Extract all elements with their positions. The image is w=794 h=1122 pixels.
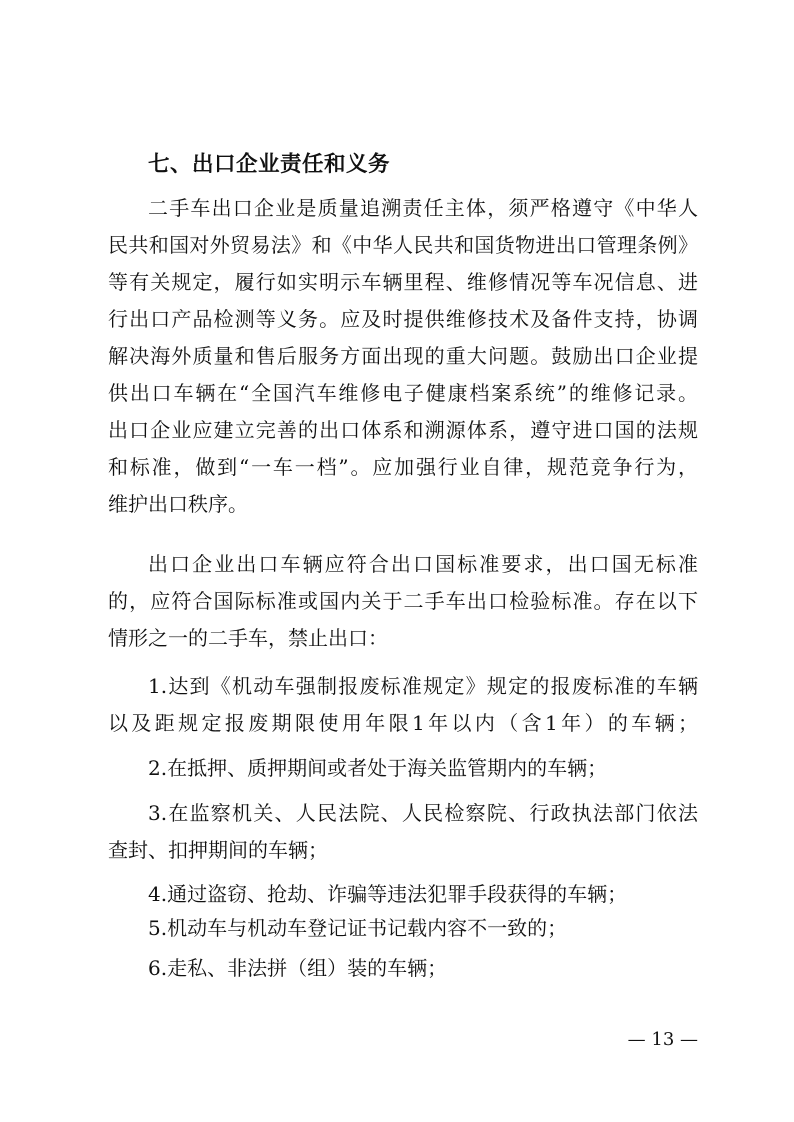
paragraph-line: 二手车出口企业是质量追溯责任主体，须严格遵守《中华人 xyxy=(148,196,698,220)
paragraph-line: 供出口车辆在“全国汽车维修电子健康档案系统”的维修记录。 xyxy=(108,381,698,405)
list-item-line: 4.通过盗窃、抢劫、诈骗等违法犯罪手段获得的车辆； xyxy=(148,882,628,906)
page-number: — 13 — xyxy=(627,1029,698,1050)
paragraph-line: 解决海外质量和售后服务方面出现的重大问题。鼓励出口企业提 xyxy=(108,344,698,368)
paragraph-line: 维护出口秩序。 xyxy=(108,492,248,516)
list-item-line: 5.机动车与机动车登记证书记载内容不一致的； xyxy=(148,916,568,940)
list-item-line: 3.在监察机关、人民法院、人民检察院、行政执法部门依法 xyxy=(148,801,698,825)
list-item-line: 查封、扣押期间的车辆； xyxy=(108,838,328,862)
paragraph-line: 民共和国对外贸易法》和《中华人民共和国货物进出口管理条例》 xyxy=(108,233,698,257)
list-item-line: 1.达到《机动车强制报废标准规定》规定的报废标准的车辆 xyxy=(148,674,698,698)
section-heading: 七、出口企业责任和义务 xyxy=(148,152,391,177)
list-item-line: 以及距规定报废期限使用年限1年以内（含1年）的车辆； xyxy=(108,711,698,735)
paragraph-line: 出口企业应建立完善的出口体系和溯源体系，遵守进口国的法规 xyxy=(108,418,698,442)
list-item-line: 6.走私、非法拼（组）装的车辆； xyxy=(148,956,448,980)
paragraph-line: 行出口产品检测等义务。应及时提供维修技术及备件支持，协调 xyxy=(108,307,698,331)
paragraph-line: 等有关规定，履行如实明示车辆里程、维修情况等车况信息、进 xyxy=(108,270,698,294)
paragraph-line: 出口企业出口车辆应符合出口国标准要求，出口国无标准 xyxy=(148,552,698,576)
paragraph-line: 的，应符合国际标准或国内关于二手车出口检验标准。存在以下 xyxy=(108,589,698,613)
paragraph-line: 情形之一的二手车，禁止出口： xyxy=(108,626,388,650)
list-item-line: 2.在抵押、质押期间或者处于海关监管期内的车辆； xyxy=(148,756,608,780)
paragraph-line: 和标准，做到“一车一档”。应加强行业自律，规范竞争行为， xyxy=(108,455,698,479)
